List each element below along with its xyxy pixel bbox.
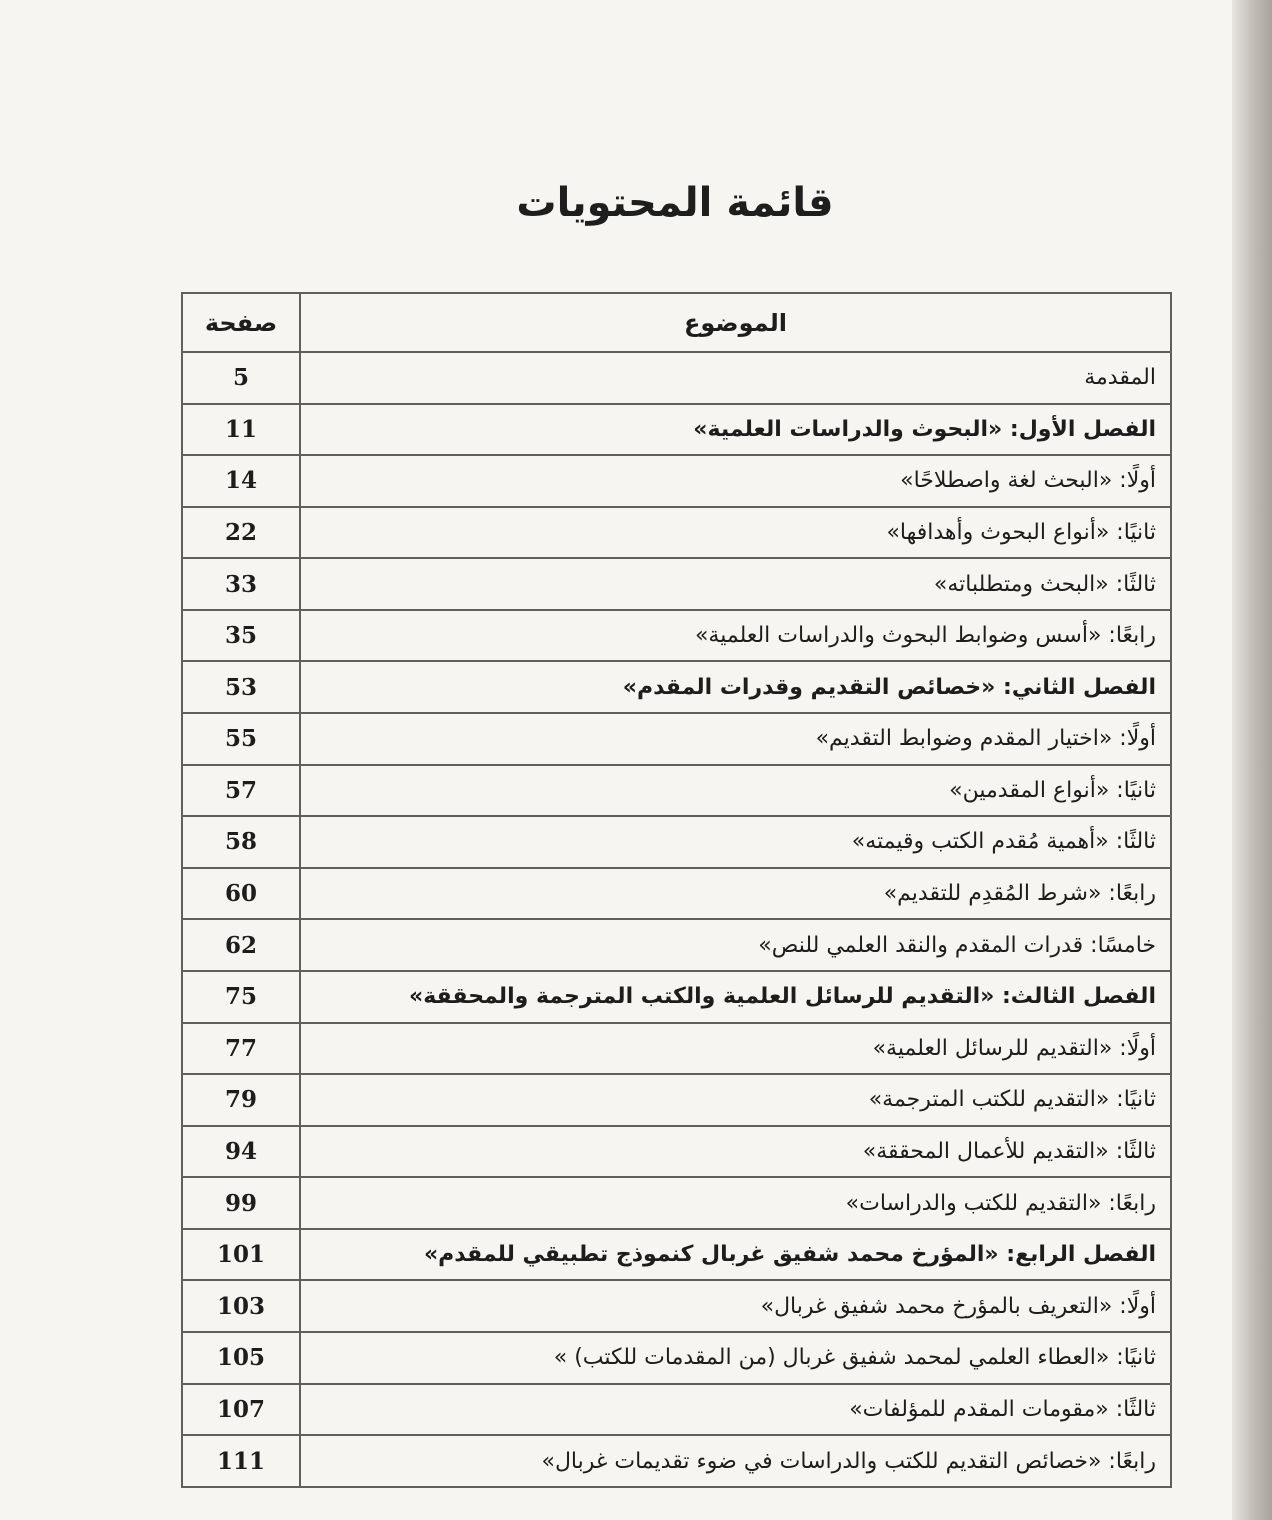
topic-cell: ثانيًا: «التقديم للكتب المترجمة»: [300, 1074, 1171, 1126]
table-row: [182, 816, 1171, 868]
table-row: [182, 1280, 1171, 1332]
page-number-cell: 79: [182, 1074, 300, 1126]
page-title: قائمة المحتويات: [516, 180, 834, 226]
topic-cell: الفصل الثاني: «خصائص التقديم وقدرات المقدم»: [300, 661, 1171, 713]
table-row: [182, 765, 1171, 817]
chapter-row: [182, 404, 1171, 456]
table-row: [182, 868, 1171, 920]
topic-cell: أولًا: «اختيار المقدم وضوابط التقديم»: [300, 713, 1171, 765]
table-row: [182, 1384, 1171, 1436]
page-number-cell: 14: [182, 455, 300, 507]
page-number-cell: 103: [182, 1280, 300, 1332]
topic-cell: الفصل الثالث: «التقديم للرسائل العلمية والكتب المترجمة والمحققة»: [300, 971, 1171, 1023]
chapter-row: [182, 971, 1171, 1023]
contents-table-body: [182, 352, 1171, 1487]
page-number-cell: 62: [182, 919, 300, 971]
page-number-cell: 53: [182, 661, 300, 713]
page-number-cell: 107: [182, 1384, 300, 1436]
page-number-cell: 94: [182, 1126, 300, 1178]
page-number-cell: 35: [182, 610, 300, 662]
page-number-cell: 105: [182, 1332, 300, 1384]
topic-cell: ثانيًا: «العطاء العلمي لمحمد شفيق غربال (من المقدمات للكتب) »: [300, 1332, 1171, 1384]
topic-cell: رابعًا: «التقديم للكتب والدراسات»: [300, 1177, 1171, 1229]
topic-cell: ثالثًا: «البحث ومتطلباته»: [300, 558, 1171, 610]
table-row: [182, 1435, 1171, 1487]
table-row: [182, 1177, 1171, 1229]
topic-cell: ثانيًا: «أنواع البحوث وأهدافها»: [300, 507, 1171, 559]
topic-cell: خامسًا: قدرات المقدم والنقد العلمي للنص»: [300, 919, 1171, 971]
table-row: [182, 1126, 1171, 1178]
table-row: [182, 1023, 1171, 1075]
topic-column-header: الموضوع: [300, 293, 1171, 352]
table-row: [182, 1332, 1171, 1384]
page-number-cell: 22: [182, 507, 300, 559]
table-row: [182, 507, 1171, 559]
table-row: [182, 352, 1171, 404]
table-row: [182, 610, 1171, 662]
page-number-cell: 55: [182, 713, 300, 765]
table-row: [182, 558, 1171, 610]
topic-cell: أولًا: «التقديم للرسائل العلمية»: [300, 1023, 1171, 1075]
page-number-cell: 99: [182, 1177, 300, 1229]
topic-cell: أولًا: «التعريف بالمؤرخ محمد شفيق غربال»: [300, 1280, 1171, 1332]
topic-cell: الفصل الرابع: «المؤرخ محمد شفيق غربال كنموذج تطبيقي للمقدم»: [300, 1229, 1171, 1281]
table-row: [182, 455, 1171, 507]
topic-cell: رابعًا: «أسس وضوابط البحوث والدراسات العلمية»: [300, 610, 1171, 662]
topic-cell: ثالثًا: «أهمية مُقدم الكتب وقيمته»: [300, 816, 1171, 868]
topic-cell: الفصل الأول: «البحوث والدراسات العلمية»: [300, 404, 1171, 456]
page-number-cell: 5: [182, 352, 300, 404]
topic-cell: رابعًا: «خصائص التقديم للكتب والدراسات في ضوء تقديمات غربال»: [300, 1435, 1171, 1487]
page-column-header: صفحة: [182, 293, 300, 352]
table-row: [182, 919, 1171, 971]
page-number-cell: 101: [182, 1229, 300, 1281]
table-header-row: [182, 293, 1171, 352]
page-number-cell: 60: [182, 868, 300, 920]
page-number-cell: 57: [182, 765, 300, 817]
page-number-cell: 58: [182, 816, 300, 868]
topic-cell: ثانيًا: «أنواع المقدمين»: [300, 765, 1171, 817]
contents-table: [181, 292, 1172, 1488]
topic-cell: المقدمة: [300, 352, 1171, 404]
table-row: [182, 1074, 1171, 1126]
page-number-cell: 11: [182, 404, 300, 456]
page-number-cell: 75: [182, 971, 300, 1023]
page-number-cell: 77: [182, 1023, 300, 1075]
chapter-row: [182, 1229, 1171, 1281]
page-number-cell: 111: [182, 1435, 300, 1487]
book-spine-shadow: [1232, 0, 1272, 1520]
topic-cell: ثالثًا: «مقومات المقدم للمؤلفات»: [300, 1384, 1171, 1436]
topic-cell: أولًا: «البحث لغة واصطلاحًا»: [300, 455, 1171, 507]
table-row: [182, 713, 1171, 765]
topic-cell: ثالثًا: «التقديم للأعمال المحققة»: [300, 1126, 1171, 1178]
page-number-cell: 33: [182, 558, 300, 610]
topic-cell: رابعًا: «شرط المُقدِم للتقديم»: [300, 868, 1171, 920]
chapter-row: [182, 661, 1171, 713]
